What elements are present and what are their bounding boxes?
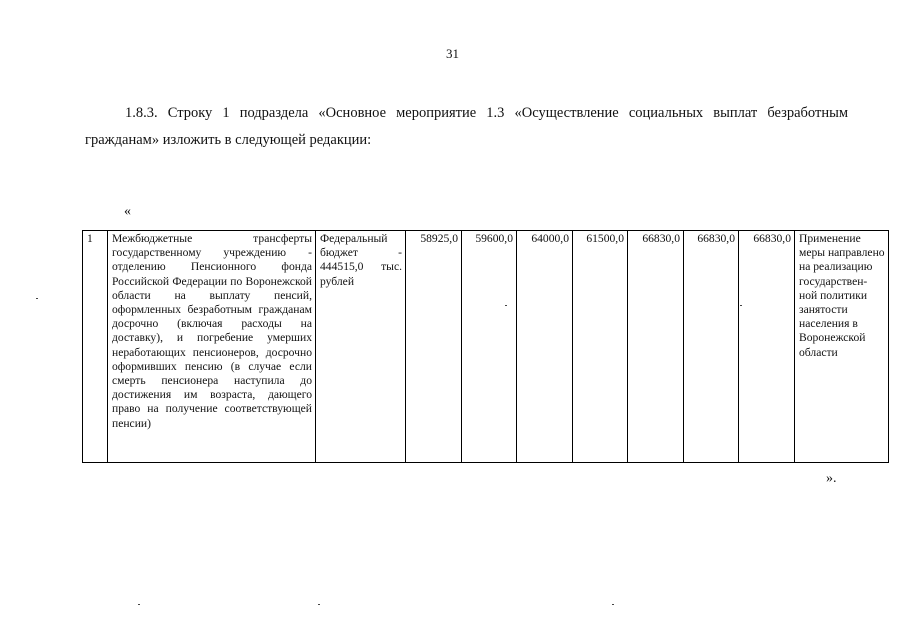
program-table: [82, 230, 889, 463]
scan-speck: [138, 604, 140, 605]
scan-speck: [612, 604, 614, 605]
closing-quote: ».: [826, 471, 837, 486]
row-number: 1: [83, 231, 108, 463]
row-description: Межбюджетные трансферты государственному учреждению - отделению Пенсионного фонда Российской Федерации по Воронежской области на выплату пенсий, оформленных безработным гражданам досрочно (включая расходы на доставку), и погребение умерших неработающих пенсионеров, досрочно оформивших пенсию (в случае если смерть пенсионера наступила до достижения им возраста, дающего право на получение соответствующей пенсии): [108, 231, 316, 463]
opening-quote: «: [124, 204, 131, 219]
scan-speck: [740, 305, 742, 306]
value-cell: 58925,0: [406, 231, 462, 463]
value-cell: 66830,0: [684, 231, 739, 463]
page-number: 31: [446, 46, 459, 61]
scan-speck: [505, 305, 507, 306]
row-note: Применение меры направлено на реализацию государствен-ной политики занятости населения в Воронежской области: [795, 231, 889, 463]
funding-source: Федеральный бюджет - 444515,0 тыс. рублей: [316, 231, 406, 463]
scan-speck: [318, 604, 320, 605]
scan-speck: [36, 298, 38, 299]
value-cell: 61500,0: [573, 231, 628, 463]
value-cell: 59600,0: [462, 231, 517, 463]
amendment-paragraph: 1.8.3. Строку 1 подраздела «Основное мероприятие 1.3 «Осуществление социальных выплат безработным гражданам» изложить в следующей редакции:: [85, 105, 848, 148]
table-row: [83, 231, 889, 463]
value-cell: 66830,0: [628, 231, 684, 463]
value-cell: 66830,0: [739, 231, 795, 463]
value-cell: 64000,0: [517, 231, 573, 463]
